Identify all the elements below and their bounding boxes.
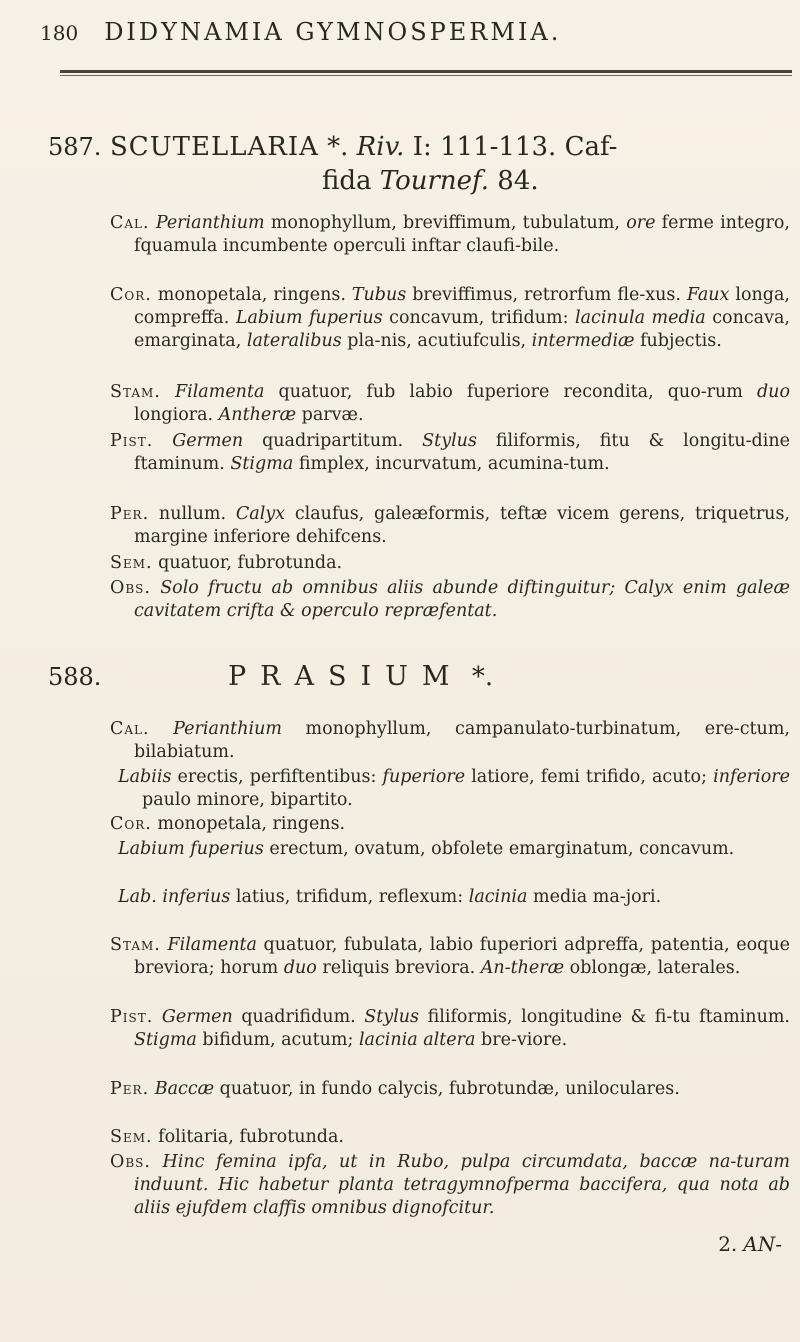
corolla-description: Cor. monopetala, ringens. Tubus breviffimus, retrorfum fle-xus. Faux longa, compreffa. Labium fuperius concavum, trifidum: lacinula media concava, emarginata, lateralibus pla-nis, acutiufculis, intermediæ fubjectis.: [110, 285, 790, 351]
header-rule-thin: [60, 75, 792, 76]
entry-heading-prasium: [48, 660, 780, 694]
stamens-description: Stam. Filamenta quatuor, fubulata, labio fuperiori adpreffa, patentia, eoque breviora; horum duo reliquis breviora. An-theræ oblongæ, laterales.: [110, 935, 790, 978]
running-header: [40, 18, 780, 46]
native-mark: *.: [471, 662, 494, 692]
observation-note: Obs. Hinc femina ipfa, ut in Rubo, pulpa circumdata, baccæ na-turam induunt. Hic habetur planta tetragymnofperma baccifera, qua nota ab aliis ejufdem claffis omnibus dignofcitur.: [110, 1152, 790, 1218]
pericarp-description: Per. nullum. Calyx claufus, galeæformis, teftæ vicem gerens, triquetrus, margine inferiore dehifcens.: [110, 504, 790, 547]
entry-number: 588.: [48, 663, 102, 691]
reference-line2: fida Tournef. 84.: [322, 166, 539, 196]
upper-lip-description: Labium fuperius erectum, ovatum, obfolete emarginatum, concavum.: [118, 839, 735, 859]
header-rule: [60, 70, 792, 73]
calyx-lips-description: Labiis erectis, perfiftentibus: fuperiore latiore, femi trifido, acuto; inferiore paulo minore, bipartito.: [118, 767, 791, 810]
observation-note: Obs. Solo fructu ab omnibus aliis abunde diftinguitur; Calyx enim galeæ cavitatem crifta & operculo repræfentat.: [110, 578, 790, 621]
genus-name: SCUTELLARIA: [110, 132, 319, 162]
pericarp-description: Per. Baccæ quatuor, in fundo calycis, fubrotundæ, uniloculares.: [110, 1079, 680, 1099]
corolla-description: Cor. monopetala, ringens.: [110, 814, 346, 834]
entry-number: 587.: [48, 133, 102, 161]
pistil-description: Pist. Germen quadripartitum. Stylus filiformis, fitu & longitu-dine ftaminum. Stigma fimplex, incurvatum, acumina-tum.: [110, 431, 790, 474]
stamens-description: Stam. Filamenta quatuor, fub labio fuperiore recondita, quo-rum duo longiora. Antheræ parvæ.: [110, 382, 790, 425]
calyx-description: Cal. Perianthium monophyllum, breviffimum, tubulatum, ore ferme integro, fquamula incumbente operculi inftar claufi-bile.: [110, 213, 790, 256]
lower-lip-description: Lab. inferius latius, trifidum, reflexum: lacinia media ma-jori.: [118, 887, 662, 907]
seeds-description: Sem. folitaria, fubrotunda.: [110, 1127, 344, 1147]
seeds-description: Sem. quatuor, fubrotunda.: [110, 553, 343, 573]
catchword: 2. AN-: [718, 1232, 782, 1256]
page-number: 180: [40, 21, 79, 45]
pistil-description: Pist. Germen quadrifidum. Stylus filiformis, longitudine & fi-tu ftaminum. Stigma bifidum, acutum; lacinia altera bre-viore.: [110, 1007, 790, 1050]
native-mark: *.: [327, 132, 349, 162]
calyx-description: Cal. Perianthium monophyllum, campanulato-turbinatum, ere-ctum, bilabiatum.: [110, 719, 790, 762]
reference-author: Riv.: [356, 132, 405, 162]
running-title: DIDYNAMIA GYMNOSPERMIA.: [104, 18, 562, 46]
genus-name: PRASIUM: [228, 661, 464, 692]
reference-text: I: 111-113. Caf-: [412, 132, 618, 162]
entry-heading-scutellaria: [48, 130, 780, 198]
